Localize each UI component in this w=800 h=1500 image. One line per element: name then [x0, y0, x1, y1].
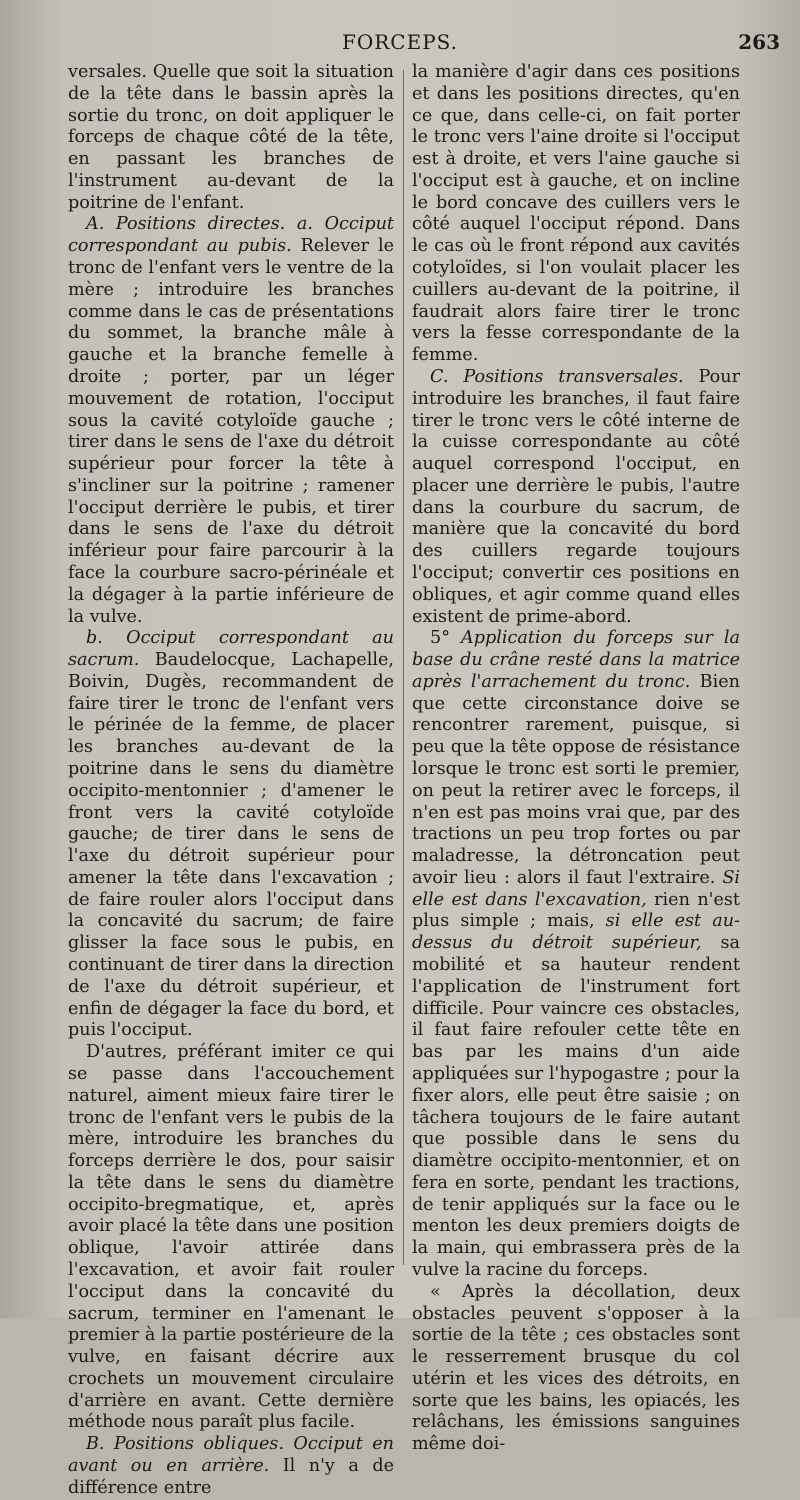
running-title: FORCEPS. [341, 30, 459, 54]
page-number: 263 [738, 30, 780, 54]
section-number: 5° [430, 628, 461, 649]
emphasis-text: si elle est au-dessus du détroit supérieur, [412, 911, 740, 954]
section-heading: C. Positions transversales. [430, 366, 684, 387]
paragraph-text: Il n'y a de différence entre [68, 1456, 395, 1498]
page-header [0, 30, 800, 60]
paragraph [412, 628, 740, 1281]
paragraph [68, 214, 394, 628]
right-column [412, 62, 740, 1456]
paragraph-text: la manière d'agir dans ces positions et dans les positions directes, qu'en ce que, dans celle-ci, on fait porter le tronc vers l'aine droite si l'occiput est à droite, et vers l'aine gauche si l'occiput est à gauche, et on incline le bord concave des cuillers vers le côté auquel l'occiput répond. Dans le cas où le front répond aux cavités cotyloïdes, si l'on voulait placer les cuillers au-devant de la poitrine, il faudrait alors faire tirer le tronc vers la fesse correspondante de la femme. [412, 62, 740, 366]
paragraph [412, 367, 740, 628]
paragraph-text: « Après la décollation, deux obstacles peuvent s'opposer à la sortie de la tête ; ces obstacles sont le resserrement brusque du col utérin et les vices des détroits, en sorte que les bains, les opiacés, les relâchans, les émissions sanguines même doi- [412, 1281, 740, 1455]
paragraph [68, 1042, 394, 1434]
paragraph [412, 1282, 740, 1456]
paragraph-text: Pour introduire les branches, il faut faire tirer le tronc vers le côté interne de la cuisse correspondante au côté auquel correspond l'occiput, en placer une derrière le pubis, l'autre dans la courbure du sacrum, de manière que la concavité du bord des cuillers regarde toujours l'occiput; convertir ces positions en obliques, et agir comme quand elles existent de prime-abord. [412, 366, 740, 627]
paragraph [412, 62, 740, 367]
section-heading: B. Positions obliques. Occiput en avant ou en arrière. [68, 1434, 394, 1476]
paragraph-text: D'autres, préférant imiter ce qui se passe dans l'accouchement naturel, aiment mieux faire tirer le tronc de l'enfant vers le pubis de la mère, introduire les branches du forceps derrière le dos, pour saisir la tête dans le sens du diamètre occipito-bregmatique, et, après avoir placé la tête dans une position oblique, l'avoir attirée dans l'excavation, et avoir fait rouler l'occiput dans la concavité du sacrum, terminer en l'amenant le premier à la partie postérieure de la vulve, en faisant décrire aux crochets un mouvement circulaire d'arrière en avant. Cette dernière méthode nous paraît plus facile. [68, 1042, 394, 1433]
left-column [68, 62, 394, 1500]
emphasis-text: Si elle est dans l'excavation, [412, 867, 740, 910]
paragraph [68, 1434, 394, 1499]
paragraph [68, 62, 394, 214]
paragraph-text: Baudelocque, Lachapelle, Boivin, Dugès, recommandent de faire tirer le tronc de l'enfant vers le périnée de la femme, de placer les branches au-devant de la poitrine dans le sens du diamètre occipito-mentonnier ; d'amener le front vers la cavité cotyloïde gauche; de tirer dans le sens de l'axe du détroit supérieur pour amener la tête dans l'excavation ; de faire rouler alors l'occiput dans la concavité du sacrum; de faire glisser la face sous le pubis, en continuant de tirer dans la direction de l'axe du détroit supérieur, et enfin de dégager la face du bord, et puis l'occiput. [68, 650, 394, 1041]
column-divider [403, 70, 404, 1265]
paragraph [68, 628, 394, 1042]
paragraph-text: Relever le tronc de l'enfant vers le ventre de la mère ; introduire les branches comme dans le cas de présentations du sommet, la branche mâle à gauche et la branche femelle à droite ; porter, par un léger mouvement de rotation, l'occiput sous la cavité cotyloïde gauche ; tirer dans le sens de l'axe du détroit supérieur pour forcer la tête à s'incliner sur la poitrine ; ramener l'occiput derrière le pubis, et tirer dans le sens de l'axe du détroit inférieur pour faire parcourir à la face la courbure sacro-périnéale et la dégager à la partie inférieure de la vulve. [68, 236, 394, 627]
paragraph-text: sa mobilité et sa hauteur rendent l'application de l'instrument fort difficile. Pour vaincre ces obstacles, il faut faire refouler cette tête en bas par les mains d'un aide appliquées sur l'hypogastre ; pour la fixer alors, elle peut être saisie ; on tâchera toujours de le faire autant que possible dans le sens du diamètre occipito-mentonnier, et on fera en sorte, pendant les tractions, de tenir appliqués sur la face ou le menton les deux premiers doigts de la main, qui embrassera près de la vulve la racine du forceps. [412, 933, 740, 1280]
section-heading: A. Positions directes. a. Occiput correspondant au pubis. [68, 214, 394, 257]
paragraph-text: versales. Quelle que soit la situation de la tête dans le bassin après la sortie du tronc, on doit appliquer le forceps de chaque côté de la tête, en passant les branches de l'instrument au-devant de la poitrine de l'enfant. [68, 62, 394, 213]
paragraph-text: rien n'est plus simple ; mais, [412, 889, 740, 932]
section-heading: Application du forceps sur la base du crâne resté dans la matrice après l'arrachement du tronc. [412, 628, 740, 692]
paragraph-text: Bien que cette circonstance doive se rencontrer rarement, puisque, si peu que la tête oppose de résistance lorsque le tronc est sorti le premier, on peut la retirer avec le forceps, il n'en est pas moins vrai que, par des tractions un peu trop fortes ou par maladresse, la détroncation peut avoir lieu : alors il faut l'extraire. [412, 671, 740, 888]
section-heading: b. Occiput correspondant au sacrum. [68, 628, 394, 671]
